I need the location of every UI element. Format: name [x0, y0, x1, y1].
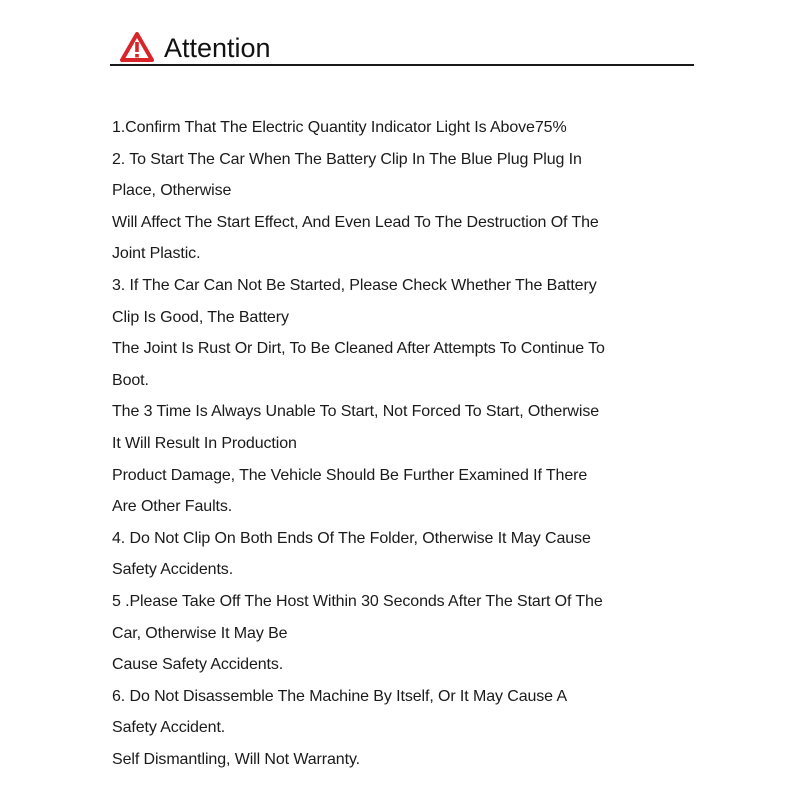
instruction-line: Are Other Faults.	[112, 498, 233, 516]
instruction-list	[112, 112, 692, 775]
attention-header	[118, 30, 694, 66]
instruction-line: 4. Do Not Clip On Both Ends Of The Folder, Otherwise It May Cause	[112, 529, 591, 547]
instruction-line: 5 .Please Take Off The Host Within 30 Seconds After The Start Of The	[112, 592, 603, 610]
instruction-line: Cause Safety Accidents.	[112, 656, 284, 674]
instruction-line: Boot.	[112, 371, 149, 389]
instruction-line: 2. To Start The Car When The Battery Clip In The Blue Plug Plug In	[112, 150, 582, 168]
instruction-line: Place, Otherwise	[112, 182, 232, 200]
instruction-line: It Will Result In Production	[112, 434, 297, 452]
instruction-line: Safety Accident.	[112, 719, 226, 737]
instruction-line: The Joint Is Rust Or Dirt, To Be Cleaned After Attempts To Continue To	[112, 340, 605, 358]
instruction-line: 6. Do Not Disassemble The Machine By Itself, Or It May Cause A	[112, 687, 568, 705]
warning-triangle-icon	[120, 32, 154, 62]
instruction-line: Will Affect The Start Effect, And Even Lead To The Destruction Of The	[112, 213, 599, 231]
instruction-line: The 3 Time Is Always Unable To Start, Not Forced To Start, Otherwise	[112, 403, 600, 421]
instruction-line: Joint Plastic.	[112, 245, 201, 263]
title-divider	[110, 64, 694, 66]
instruction-line: Product Damage, The Vehicle Should Be Further Examined If There	[112, 466, 588, 484]
instruction-line: Safety Accidents.	[112, 561, 234, 579]
instruction-line: Clip Is Good, The Battery	[112, 308, 289, 326]
page-title: Attention	[164, 33, 271, 63]
instruction-line: 1.Confirm That The Electric Quantity Indicator Light Is Above75%	[112, 119, 567, 136]
instruction-line: 3. If The Car Can Not Be Started, Please Check Whether The Battery	[112, 276, 597, 294]
instruction-line: Self Dismantling, Will Not Warranty.	[112, 750, 361, 768]
instruction-line: Car, Otherwise It May Be	[112, 624, 288, 642]
